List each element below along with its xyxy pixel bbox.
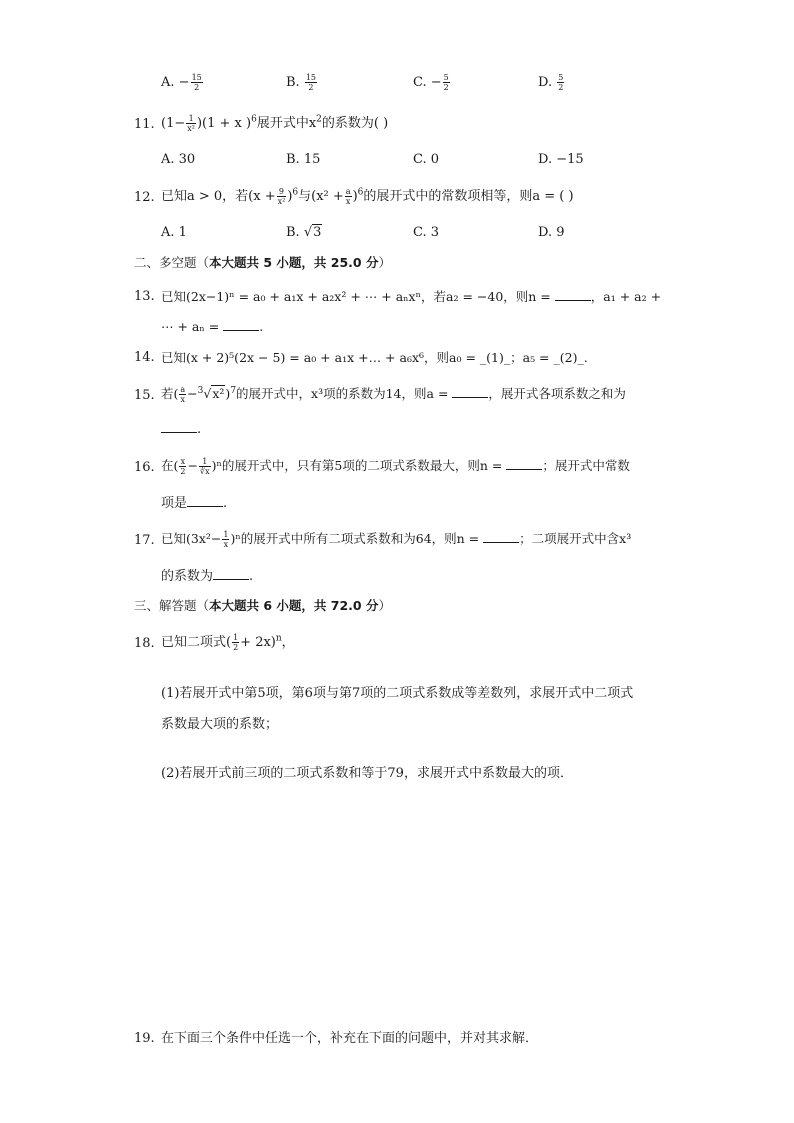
q12-stem: 已知a > 0，若(x + $\frac{9}{\text{x²}}$ )$^6$与(x² + $\frac{a}{x}$ )$^6$的展开式中的常数项相等，则a = ( ) (161, 187, 574, 206)
q18-part1-line1: (1)若展开式中第5项，第6项与第7项的二项式系数成等差数列，求展开式中二项式 (161, 686, 634, 701)
q17-line1: 已知(3x²− $\frac{1}{x}$ )ⁿ的展开式中所有二项式系数和为64，则n = ；二项展开式中含x³ (161, 530, 632, 549)
q11-option-c: C. 0 (413, 152, 440, 167)
q15-blank-1[interactable] (452, 385, 488, 398)
q19-stem: 在下面三个条件中任选一个，补充在下面的问题中，并对其求解． (161, 1031, 539, 1046)
q17-line2: 的系数为 . (161, 569, 254, 584)
q12-number: 12. (134, 190, 155, 205)
q16-line1: 在( $\frac{x}{2}$ − $\frac{1}{∛x}$ )ⁿ的展开式中，只有第5项的二项式系数最大，则n = ；展开式中常数 (161, 457, 630, 476)
q15-line1: 若( $\frac{a}{x}$ −$^3$√x²)$^7$的展开式中，x³项的系数为14，则a = ，展开式各项系数之和为 (161, 385, 626, 404)
q17-blank-1[interactable] (483, 530, 519, 543)
q18-number: 18. (134, 636, 155, 651)
q18-part2: (2)若展开式前三项的二项式系数和等于79，求展开式中系数最大的项． (161, 766, 573, 781)
q12-option-d: D. 9 (538, 225, 565, 240)
section-3-heading: 三、解答题（本大题共 6 小题，共 72.0 分） (134, 598, 391, 613)
q16-line2: 项是 . (161, 496, 228, 511)
q13-blank-1[interactable] (555, 288, 591, 301)
section-2-heading: 二、多空题（本大题共 5 小题，共 25.0 分） (134, 255, 391, 270)
q16-blank-1[interactable] (506, 457, 542, 470)
q13-line2: ⋯ + aₙ = . (161, 319, 264, 334)
q13-line1: 已知(2x−1)ⁿ = a₀ + a₁x + a₂x² + ⋯ + aₙxⁿ，若a₂ = −40，则n = ，a₁ + a₂ + (161, 289, 662, 304)
q14-stem: 已知(x + 2)⁵(2x − 5) = a₀ + a₁x +… + a₆x⁶，则a₀ = _(1)_；a₅ = _(2)_. (161, 350, 588, 365)
q15-line2: . (161, 420, 201, 439)
q11-option-a: A. 30 (161, 152, 196, 167)
q12-option-a: A. 1 (161, 225, 187, 240)
q10-option-d: D. $\frac{5}{2}$ (538, 73, 564, 92)
q19-number: 19. (134, 1031, 155, 1046)
q11-number: 11. (134, 117, 155, 132)
q17-blank-2[interactable] (213, 567, 249, 580)
q18-stem: 已知二项式( $\frac{1}{2}$ + 2x)$^n$， (161, 633, 295, 652)
q11-option-b: B. 15 (286, 152, 321, 167)
q12-option-b: B. √3 (286, 225, 322, 240)
q11-stem: (1− $\frac{1}{\text{x²}}$ )(1 + x )$^6$展开式中$x^2$的系数为( ) (161, 114, 389, 133)
q10-option-b: B. $\frac{15}{2}$ (286, 73, 317, 92)
q13-blank-2[interactable] (223, 318, 259, 331)
q17-number: 17. (134, 533, 155, 548)
q13-number: 13. (134, 289, 155, 304)
q15-blank-2[interactable] (161, 420, 197, 433)
q12-option-c: C. 3 (413, 225, 440, 240)
q10-option-c: C. − $\frac{5}{2}$ (413, 73, 449, 92)
q16-blank-2[interactable] (187, 494, 223, 507)
q10-option-a: A. − $\frac{15}{2}$ (161, 73, 202, 92)
q15-number: 15. (134, 388, 155, 403)
q18-part1-line2: 系数最大项的系数； (161, 717, 279, 732)
q11-option-d: D. −15 (538, 152, 584, 167)
q16-number: 16. (134, 460, 155, 475)
q14-number: 14. (134, 350, 155, 365)
